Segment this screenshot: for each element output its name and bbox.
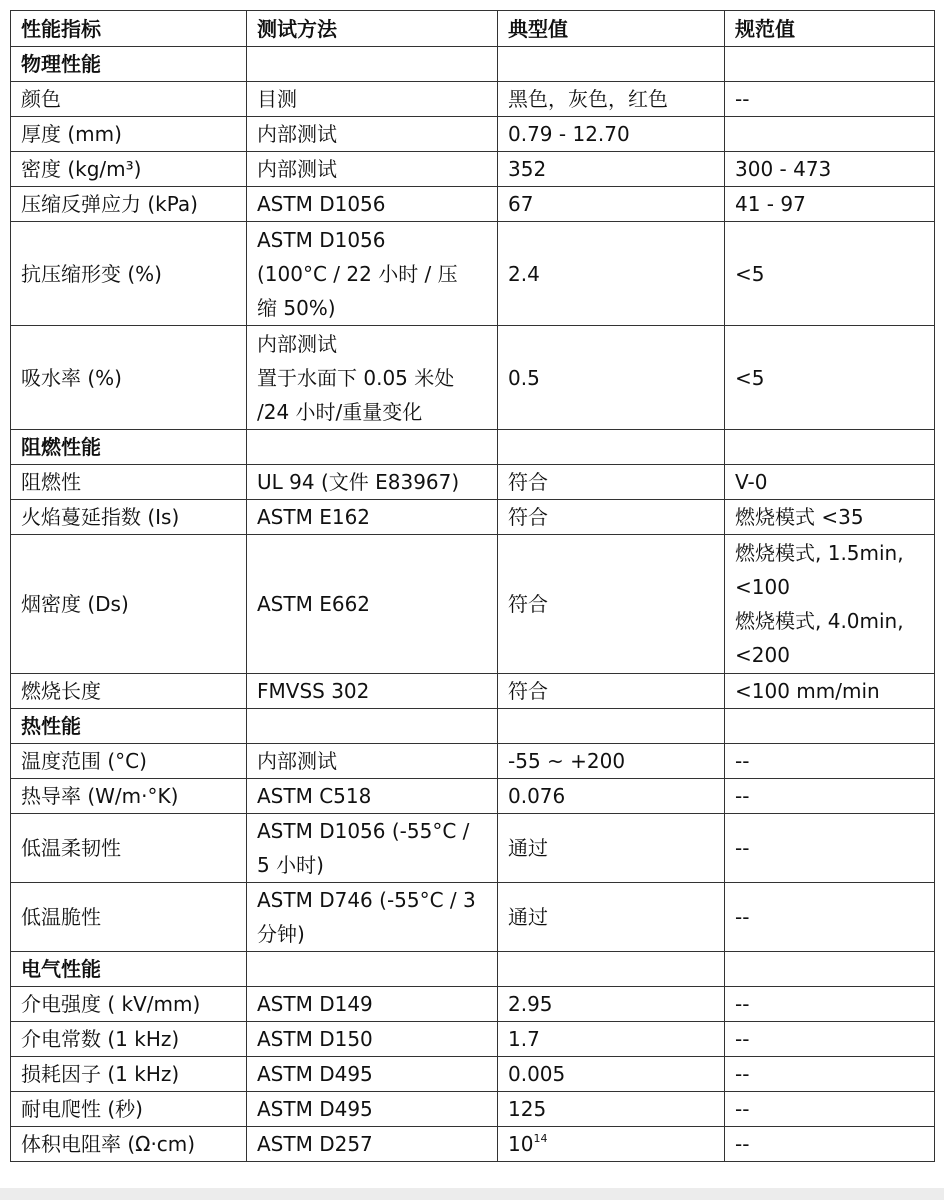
section-empty-cell xyxy=(725,430,935,465)
table-row xyxy=(11,117,935,152)
cell-text: 介电常数 (1 kHz) xyxy=(21,1027,180,1051)
cell-typical xyxy=(498,779,725,814)
cell-text: 内部测试 xyxy=(257,122,337,146)
cell-property xyxy=(11,222,247,326)
cell-text: <100 xyxy=(735,575,790,599)
cell-text: 352 xyxy=(508,157,547,181)
cell-text: 目测 xyxy=(257,87,297,111)
cell-text: 抗压缩形变 (%) xyxy=(21,261,162,286)
property-spec-table xyxy=(10,10,935,1162)
cell-spec xyxy=(725,326,935,430)
cell-text: 吸水率 (%) xyxy=(21,365,122,390)
cell-typical xyxy=(498,674,725,709)
section-empty-cell xyxy=(498,430,725,465)
cell-text: 300 - 473 xyxy=(735,157,832,181)
cell-method xyxy=(247,222,498,326)
cell-property xyxy=(11,744,247,779)
cell-text: ASTM E662 xyxy=(257,592,371,616)
cell-method xyxy=(247,1022,498,1057)
cell-property xyxy=(11,674,247,709)
table-row xyxy=(11,1057,935,1092)
cell-typical xyxy=(498,326,725,430)
cell-property xyxy=(11,1092,247,1127)
cell-spec xyxy=(725,535,935,674)
section-row xyxy=(11,47,935,82)
cell-text: 压缩反弹应力 (kPa) xyxy=(21,192,198,216)
exponent-power: 14 xyxy=(533,1132,548,1145)
cell-text: 颜色 xyxy=(21,87,61,111)
exponent-base: 10 xyxy=(508,1132,534,1156)
table-row xyxy=(11,82,935,117)
table-row xyxy=(11,152,935,187)
cell-typical xyxy=(498,883,725,952)
table-row xyxy=(11,1022,935,1057)
cell-property xyxy=(11,1022,247,1057)
cell-text: 烟密度 (Ds) xyxy=(21,592,129,616)
table-row xyxy=(11,674,935,709)
section-title: 热性能 xyxy=(11,709,247,744)
cell-text: 内部测试 xyxy=(257,749,337,773)
cell-spec xyxy=(725,1057,935,1092)
cell-text: 内部测试 xyxy=(257,331,337,356)
cell-value-with-exponent xyxy=(508,1127,714,1161)
section-row xyxy=(11,430,935,465)
cell-text: 阻燃性 xyxy=(21,470,81,494)
cell-text: 燃烧长度 xyxy=(21,679,101,703)
cell-text: 符合 xyxy=(508,679,548,703)
table-body xyxy=(11,47,935,1162)
cell-method xyxy=(247,779,498,814)
cell-text: -- xyxy=(735,992,750,1016)
cell-typical xyxy=(498,814,725,883)
cell-property xyxy=(11,152,247,187)
cell-text: 热导率 (W/m·°K) xyxy=(21,784,179,808)
cell-typical xyxy=(498,744,725,779)
cell-text: 0.5 xyxy=(508,365,540,390)
cell-text: 燃烧模式, 1.5min, xyxy=(735,541,904,565)
header-spec-value: 规范值 xyxy=(725,11,935,47)
cell-text: 通过 xyxy=(508,905,548,929)
cell-text: 符合 xyxy=(508,470,548,494)
table-row xyxy=(11,987,935,1022)
cell-text: -- xyxy=(735,836,750,860)
cell-text: 67 xyxy=(508,192,534,216)
cell-text: 0.076 xyxy=(508,784,566,808)
cell-text: ASTM D257 xyxy=(257,1132,373,1156)
table-row xyxy=(11,744,935,779)
cell-property xyxy=(11,779,247,814)
cell-text: 2.4 xyxy=(508,261,540,286)
cell-text: -- xyxy=(735,1062,750,1086)
cell-text: 体积电阻率 (Ω·cm) xyxy=(21,1132,196,1156)
cell-text: 2.95 xyxy=(508,992,553,1016)
cell-text: ASTM C518 xyxy=(257,784,372,808)
section-empty-cell xyxy=(247,709,498,744)
cell-spec xyxy=(725,814,935,883)
cell-method xyxy=(247,117,498,152)
cell-text: -- xyxy=(735,749,750,773)
cell-method xyxy=(247,82,498,117)
cell-spec xyxy=(725,465,935,500)
cell-text: ASTM D1056 xyxy=(257,227,386,252)
cell-text: ASTM D495 xyxy=(257,1062,373,1086)
cell-property xyxy=(11,187,247,222)
table-row xyxy=(11,1092,935,1127)
cell-text: 低温柔韧性 xyxy=(21,836,121,860)
cell-text: 41 - 97 xyxy=(735,192,806,216)
table-row xyxy=(11,779,935,814)
cell-text: 1.7 xyxy=(508,1027,540,1051)
cell-typical xyxy=(498,987,725,1022)
cell-method xyxy=(247,152,498,187)
cell-text: 内部测试 xyxy=(257,157,337,181)
cell-method xyxy=(247,883,498,952)
cell-property xyxy=(11,1127,247,1162)
cell-method xyxy=(247,987,498,1022)
cell-text: ASTM D149 xyxy=(257,992,373,1016)
cell-typical xyxy=(498,82,725,117)
cell-method xyxy=(247,1127,498,1162)
cell-typical xyxy=(498,152,725,187)
cell-typical xyxy=(498,222,725,326)
bottom-edge xyxy=(0,1188,944,1200)
cell-typical xyxy=(498,500,725,535)
cell-property xyxy=(11,1057,247,1092)
cell-method xyxy=(247,326,498,430)
cell-spec xyxy=(725,117,935,152)
section-empty-cell xyxy=(247,430,498,465)
cell-text: 通过 xyxy=(508,836,548,860)
cell-spec xyxy=(725,779,935,814)
cell-text: /24 小时/重量变化 xyxy=(257,399,423,424)
header-row xyxy=(11,11,935,47)
section-empty-cell xyxy=(247,952,498,987)
table-row xyxy=(11,465,935,500)
cell-property xyxy=(11,883,247,952)
cell-method xyxy=(247,187,498,222)
section-row xyxy=(11,952,935,987)
cell-text: FMVSS 302 xyxy=(257,679,370,703)
cell-property xyxy=(11,535,247,674)
cell-typical xyxy=(498,1022,725,1057)
cell-text: 符合 xyxy=(508,592,548,616)
cell-text: -55 ~ +200 xyxy=(508,749,626,773)
cell-property xyxy=(11,82,247,117)
cell-text: 介电强度 ( kV/mm) xyxy=(21,992,201,1016)
cell-spec xyxy=(725,744,935,779)
cell-text: 火焰蔓延指数 (Is) xyxy=(21,505,180,529)
cell-text: 125 xyxy=(508,1097,547,1121)
cell-text: 0.005 xyxy=(508,1062,566,1086)
cell-text: <5 xyxy=(735,365,765,390)
cell-text: 置于水面下 0.05 米处 xyxy=(257,365,455,390)
section-title: 物理性能 xyxy=(11,47,247,82)
cell-text: -- xyxy=(735,1027,750,1051)
cell-typical xyxy=(498,1057,725,1092)
cell-text: 燃烧模式, 4.0min, xyxy=(735,609,904,633)
cell-method xyxy=(247,1057,498,1092)
cell-text: 黑色，灰色，红色 xyxy=(508,87,668,111)
cell-text: -- xyxy=(735,1097,750,1121)
section-empty-cell xyxy=(725,47,935,82)
spec-table-container xyxy=(10,10,935,1162)
cell-text: 温度范围 (°C) xyxy=(21,749,147,773)
cell-spec xyxy=(725,1092,935,1127)
cell-text: ASTM E162 xyxy=(257,505,371,529)
section-empty-cell xyxy=(498,47,725,82)
cell-method xyxy=(247,1092,498,1127)
section-empty-cell xyxy=(247,47,498,82)
cell-text: -- xyxy=(735,784,750,808)
cell-method xyxy=(247,674,498,709)
cell-text: 低温脆性 xyxy=(21,905,101,929)
cell-text: 燃烧模式 <35 xyxy=(735,505,864,529)
section-empty-cell xyxy=(498,952,725,987)
cell-text: <5 xyxy=(735,261,765,286)
section-title: 阻燃性能 xyxy=(11,430,247,465)
cell-spec xyxy=(725,187,935,222)
cell-spec xyxy=(725,883,935,952)
cell-spec xyxy=(725,674,935,709)
cell-spec xyxy=(725,1022,935,1057)
cell-text: ASTM D1056 (-55°C / xyxy=(257,819,470,843)
cell-text: ASTM D1056 xyxy=(257,192,386,216)
cell-text: 缩 50%) xyxy=(257,295,336,320)
cell-text: 损耗因子 (1 kHz) xyxy=(21,1062,180,1086)
cell-property xyxy=(11,500,247,535)
table-row xyxy=(11,1127,935,1162)
cell-property xyxy=(11,326,247,430)
section-empty-cell xyxy=(725,952,935,987)
table-row xyxy=(11,187,935,222)
section-title: 电气性能 xyxy=(11,952,247,987)
cell-text: ASTM D150 xyxy=(257,1027,373,1051)
cell-method xyxy=(247,465,498,500)
header-test-method: 测试方法 xyxy=(247,11,498,47)
cell-typical xyxy=(498,1092,725,1127)
cell-text: <200 xyxy=(735,643,790,667)
cell-spec xyxy=(725,987,935,1022)
table-row xyxy=(11,814,935,883)
cell-text: ASTM D746 (-55°C / 3 xyxy=(257,888,476,912)
cell-spec xyxy=(725,222,935,326)
cell-text: -- xyxy=(735,905,750,929)
cell-typical xyxy=(498,117,725,152)
cell-spec xyxy=(725,82,935,117)
cell-method xyxy=(247,814,498,883)
cell-property xyxy=(11,987,247,1022)
cell-property xyxy=(11,117,247,152)
cell-text: <100 mm/min xyxy=(735,679,880,703)
cell-typical xyxy=(498,187,725,222)
section-empty-cell xyxy=(498,709,725,744)
cell-method xyxy=(247,500,498,535)
cell-text: V-0 xyxy=(735,470,768,494)
table-row xyxy=(11,500,935,535)
cell-text: UL 94 (文件 E83967) xyxy=(257,470,460,494)
cell-property xyxy=(11,465,247,500)
table-row xyxy=(11,535,935,674)
cell-typical xyxy=(498,535,725,674)
cell-text: -- xyxy=(735,87,750,111)
cell-spec xyxy=(725,500,935,535)
table-row xyxy=(11,883,935,952)
cell-method xyxy=(247,744,498,779)
table-header xyxy=(11,11,935,47)
section-row xyxy=(11,709,935,744)
cell-text: 密度 (kg/m³) xyxy=(21,157,142,181)
cell-text: 分钟) xyxy=(257,922,305,946)
header-property: 性能指标 xyxy=(11,11,247,47)
section-empty-cell xyxy=(725,709,935,744)
cell-text: 耐电爬性 (秒) xyxy=(21,1097,143,1121)
cell-method xyxy=(247,535,498,674)
cell-text: ASTM D495 xyxy=(257,1097,373,1121)
cell-text: -- xyxy=(735,1132,750,1156)
cell-text: 厚度 (mm) xyxy=(21,122,122,146)
table-row xyxy=(11,222,935,326)
cell-typical xyxy=(498,1127,725,1162)
cell-spec xyxy=(725,1127,935,1162)
cell-typical xyxy=(498,465,725,500)
cell-text: 5 小时) xyxy=(257,853,324,877)
header-typical-value: 典型值 xyxy=(498,11,725,47)
table-row xyxy=(11,326,935,430)
cell-spec xyxy=(725,152,935,187)
cell-text: (100°C / 22 小时 / 压 xyxy=(257,261,458,286)
cell-text: 符合 xyxy=(508,505,548,529)
cell-property xyxy=(11,814,247,883)
cell-text: 0.79 - 12.70 xyxy=(508,122,630,146)
